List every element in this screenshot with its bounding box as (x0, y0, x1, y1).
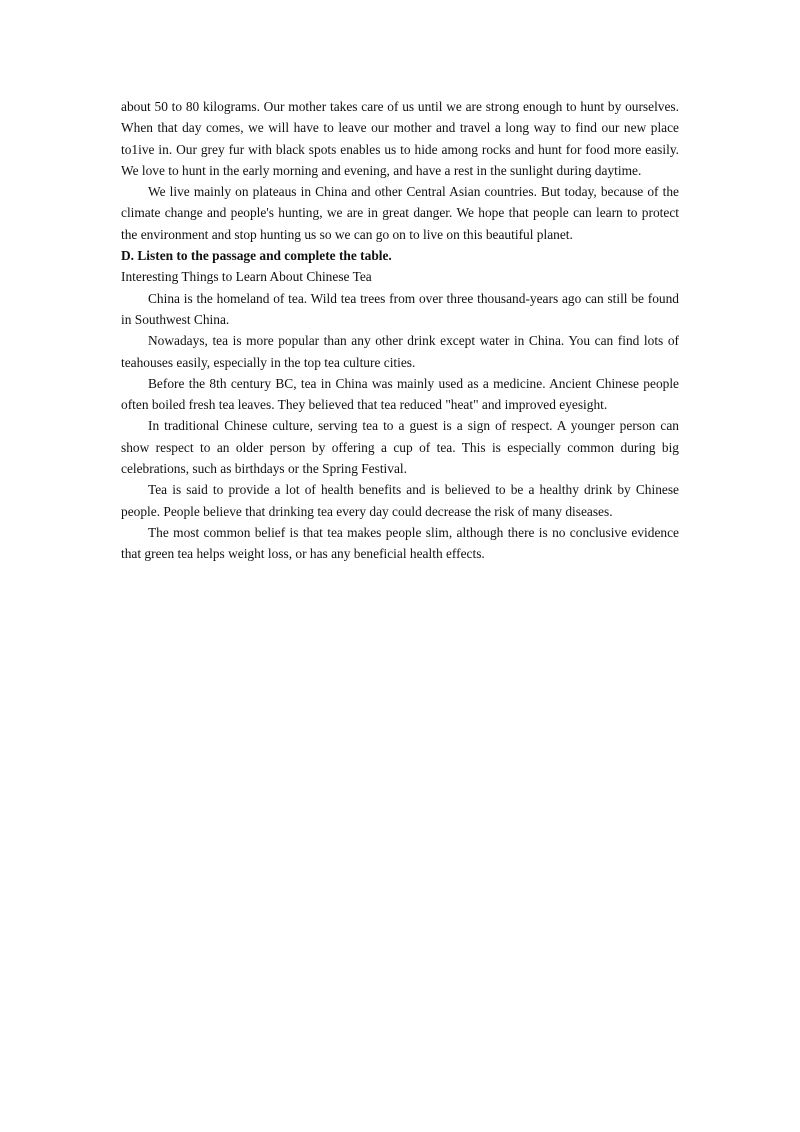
tea-paragraph: Tea is said to provide a lot of health benefits and is believed to be a healthy drink by Chinese people. People believe that drinking tea every day could decrease the risk of many diseases. (121, 482, 679, 519)
section-d-heading: D. Listen to the passage and complete the table. (121, 248, 392, 264)
tea-paragraph: China is the homeland of tea. Wild tea trees from over three thousand-years ago can still be found in Southwest China. (121, 290, 679, 327)
tea-passage-title: Interesting Things to Learn About Chinese Tea (121, 269, 372, 285)
document-page (121, 96, 679, 565)
tea-paragraph: The most common belief is that tea makes people slim, although there is no conclusive evidence that green tea helps weight loss, or has any beneficial health effects. (121, 524, 679, 562)
tea-paragraph: In traditional Chinese culture, serving tea to a guest is a sign of respect. A younger person can show respect to an older person by offering a cup of tea. This is especially common during big celebrations, such as birthdays or the Spring Festival. (121, 418, 679, 477)
tea-paragraph: Nowadays, tea is more popular than any other drink except water in China. You can find lots of teahouses easily, especially in the top tea culture cities. (121, 333, 679, 370)
passage-paragraph: about 50 to 80 kilograms. Our mother takes care of us until we are strong enough to hunt by ourselves. When that day comes, we will have to leave our mother and travel a long way to find our new place to1ive in. Our grey fur with black spots enables us to hide among rocks and hunt for food more easily. We love to hunt in the early morning and evening, and have a rest in the sunlight during daytime. (121, 99, 679, 178)
tea-paragraph: Before the 8th century BC, tea in China was mainly used as a medicine. Ancient Chinese people often boiled fresh tea leaves. They believed that tea reduced "heat" and improved eyesight. (121, 375, 679, 413)
passage-paragraph: We live mainly on plateaus in China and other Central Asian countries. But today, because of the climate change and people's hunting, we are in great danger. We hope that people can learn to protect the environment and stop hunting us so we can go on to live on this beautiful planet. (121, 184, 679, 242)
